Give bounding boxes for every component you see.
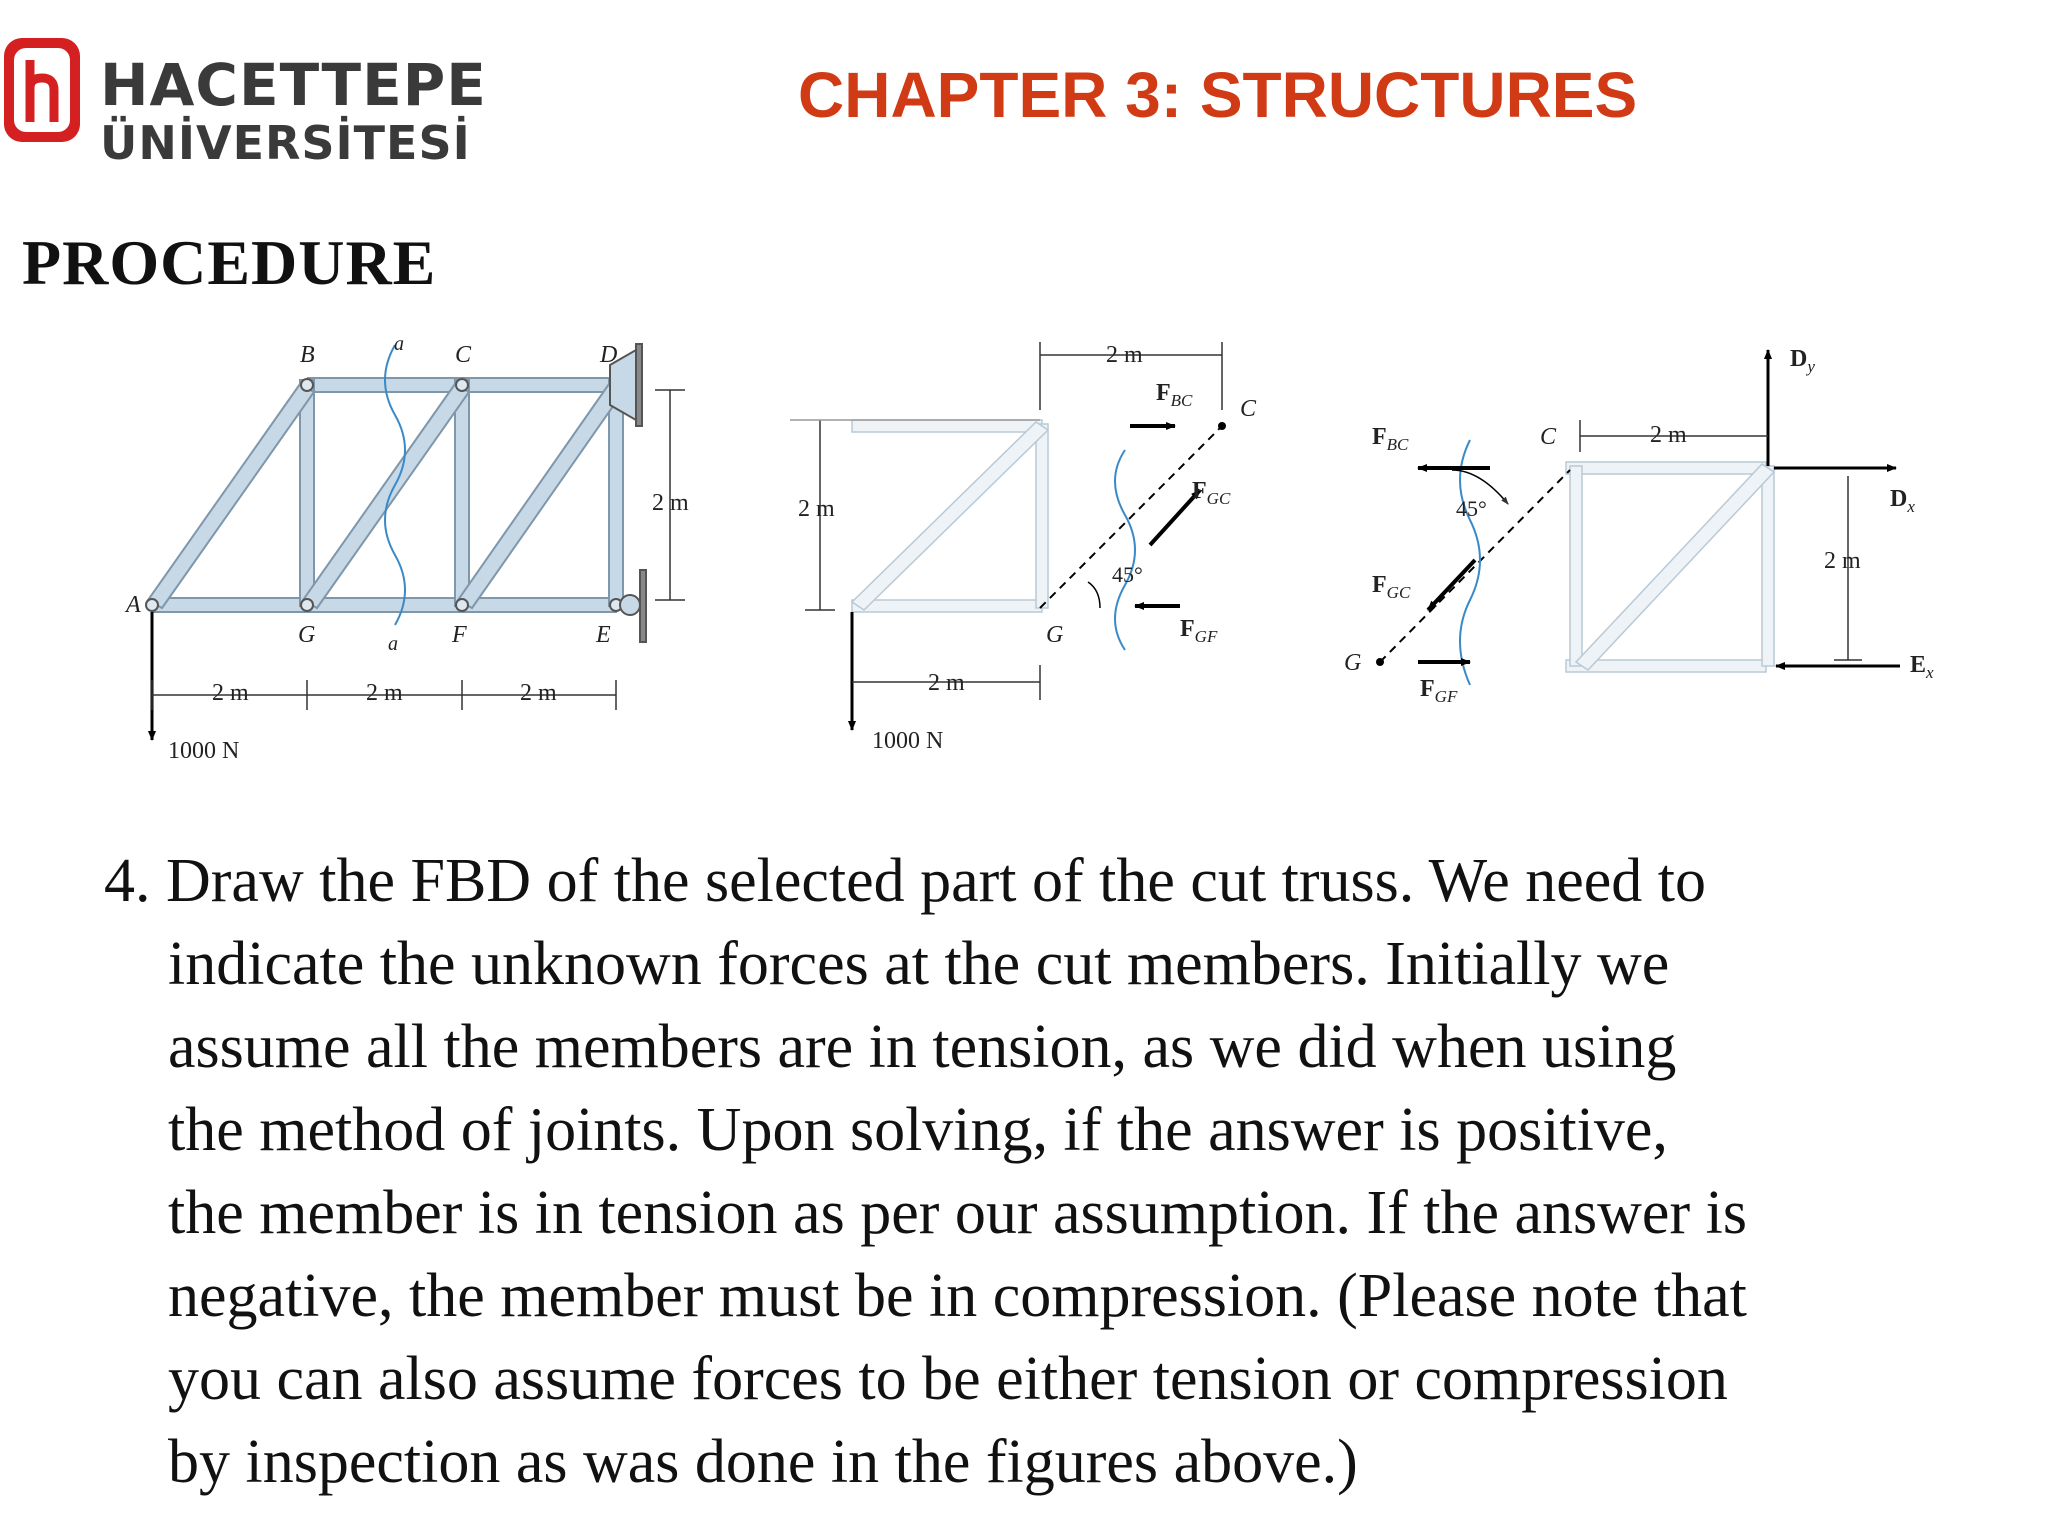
fig1-span1-dim: 2 m <box>212 680 249 706</box>
procedure-step-4-text <box>104 840 2004 1504</box>
fig1-node-b-label: B <box>300 342 315 368</box>
body-line-8: by inspection as was done in the figures above.) <box>168 1428 1358 1496</box>
fig2-force-bc-label: $F_{BC}$ <box>1156 380 1193 410</box>
fig1-node-g-label: G <box>298 622 316 648</box>
body-line-2: indicate the unknown forces at the cut members. Initially we <box>168 930 1670 998</box>
truss-figures <box>0 320 2048 790</box>
body-line-3: assume all the members are in tension, as we did when using <box>168 1013 1677 1081</box>
chapter-title: CHAPTER 3: STRUCTURES <box>798 59 1638 131</box>
fig3-node-g-label: G <box>1344 650 1362 676</box>
body-line-6: negative, the member must be in compression. (Please note that <box>168 1262 1747 1330</box>
fig2-bottom-dim: 2 m <box>928 670 965 696</box>
fig2-angle-label: 45° <box>1112 562 1143 587</box>
fig1-node-d-label: D <box>600 342 618 368</box>
body-line-1: 4. Draw the FBD of the selected part of the cut truss. We need to <box>104 847 1706 915</box>
section-heading: PROCEDURE <box>22 227 437 298</box>
fig2-node-g-label: G <box>1046 622 1064 648</box>
university-logo <box>0 30 487 170</box>
fig3-angle-label: 45° <box>1456 496 1487 521</box>
fig2-force-gc-label: $F_{GC}$ <box>1192 478 1231 508</box>
figure-2-left-section <box>790 342 1257 754</box>
fig1-node-a-label: A <box>126 592 141 618</box>
logo-line-2: ÜNİVERSİTESİ <box>100 116 471 170</box>
body-line-5: the member is in tension as per our assumption. If the answer is <box>168 1179 1747 1247</box>
fig1-span2-dim: 2 m <box>366 680 403 706</box>
fig1-height-dim: 2 m <box>652 490 689 516</box>
fig2-height-dim: 2 m <box>798 496 835 522</box>
fig1-cut-bottom-label: a <box>388 633 398 655</box>
fig1-node-e-label: E <box>596 622 611 648</box>
fig2-load-label: 1000 N <box>872 728 944 754</box>
fig1-cut-top-label: a <box>394 333 404 355</box>
body-line-7: you can also assume forces to be either tension or compression <box>168 1345 1728 1413</box>
fig2-node-c-label: C <box>1240 396 1257 422</box>
fig3-force-gc-label: $F_{GC}$ <box>1372 572 1411 602</box>
logo-line-1: HACETTEPE <box>100 51 487 119</box>
figure-1-full-truss <box>124 333 689 764</box>
fig3-height-dim: 2 m <box>1824 548 1861 574</box>
fig1-span3-dim: 2 m <box>520 680 557 706</box>
fig1-node-f-label: F <box>452 622 467 648</box>
logo-wordmark <box>100 51 487 170</box>
fig1-node-c-label: C <box>455 342 472 368</box>
fig3-top-dim: 2 m <box>1650 422 1687 448</box>
fig3-node-c-label: C <box>1540 424 1557 450</box>
fig3-force-gf-label: $F_{GF}$ <box>1420 676 1458 706</box>
fig2-top-dim: 2 m <box>1106 342 1143 368</box>
fig3-reaction-dx-label: $D_x$ <box>1890 486 1915 516</box>
fig2-force-gf-label: $F_{GF}$ <box>1180 616 1218 646</box>
figure-3-right-section <box>1344 346 1934 706</box>
fig1-load-label: 1000 N <box>168 738 240 764</box>
body-line-4: the method of joints. Upon solving, if the answer is positive, <box>168 1096 1668 1164</box>
hacettepe-emblem-icon <box>0 30 90 150</box>
fig3-force-bc-label: $F_{BC}$ <box>1372 424 1409 454</box>
fig3-reaction-dy-label: $D_y$ <box>1790 346 1815 376</box>
fig3-reaction-ex-label: $E_x$ <box>1910 652 1934 682</box>
